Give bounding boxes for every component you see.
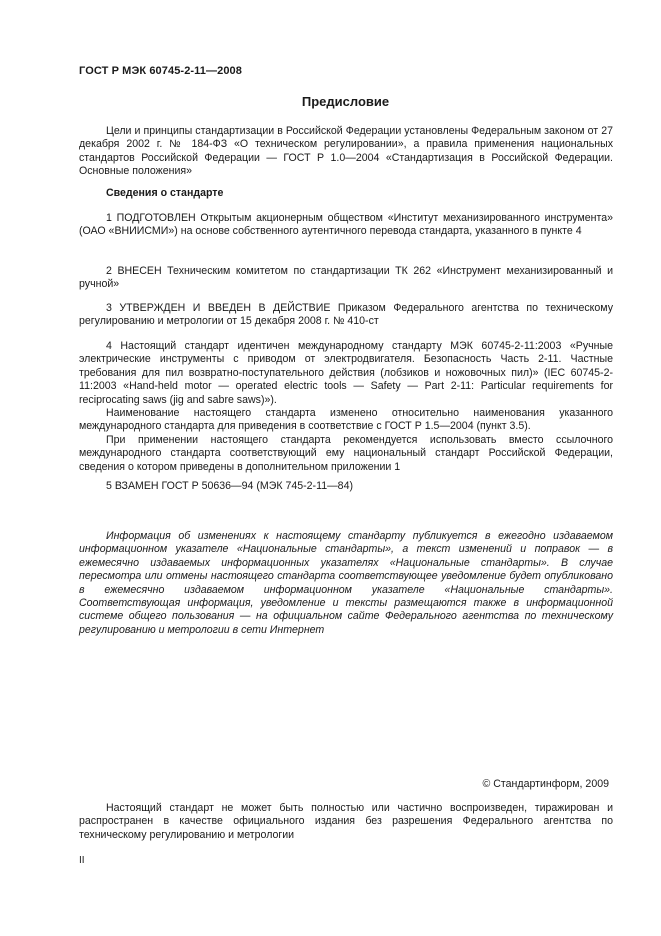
item-4-paragraph-2: Наименование настоящего стандарта изменено относительно наименования указанного международного стандарта для приведения в соответствие с ГОСТ Р 1.5—2004 (пункт 3.5). [79,407,613,433]
section-heading: Сведения о стандарте [106,187,224,199]
intro-text: Цели и принципы стандартизации в Российской Федерации установлены Федеральным законом от 27 декабря 2002 г. № 184-ФЗ «О техническом регулировании», а правила применения национальных стандартов Российской Федерации — ГОСТ Р 1.0—2004 «Стандартизация в Российской Федерации. Основные положения» [79,125,613,178]
copyright: © Стандартинформ, 2009 [482,778,609,790]
item-5 [79,480,613,493]
item-2-text: 2 ВНЕСЕН Техническим комитетом по стандартизации ТК 262 «Инструмент механизированный и ручной» [79,265,613,291]
intro-paragraph [79,125,613,179]
item-4 [79,340,613,474]
info-note [79,530,613,637]
info-note-text: Информация об изменениях к настоящему стандарту публикуется в ежегодно издаваемом информационном указателе «Национальные стандарты», а текст изменений и поправок — в ежемесячно издаваемых информационных указателях «Национальные стандарты». В случае пересмотра или отмены настоящего стандарта соответствующее уведомление будет опубликовано в ежемесячно издаваемом информационном указателе «Национальные стандарты». Соответствующая информация, уведомление и тексты размещаются также в информационной системе общего пользования — на официальном сайте Федерального агентства по техническому регулированию и метрологии в сети Интернет [79,530,613,636]
item-1-text: 1 ПОДГОТОВЛЕН Открытым акционерным обществом «Институт механизированного инструмента» (ОАО «ВНИИСМИ») на основе собственного аутентичного перевода стандарта, указанного в пункте 4 [79,212,613,238]
item-4-text: 4 Настоящий стандарт идентичен международному стандарту МЭК 60745-2-11:2003 «Ручные электрические инструменты с приводом от электродвигателя. Безопасность Часть 2-11. Частные требования для пил возвратно-поступательного действия (лобзиков и ножовочных пил)» (IEC 60745-2-11:2003 «Hand-held motor — operated electric tools — Safety — Part 2-11: Particular requirements for reciprocating saws (jig and sabre saws)»). [79,340,613,406]
document-header: ГОСТ Р МЭК 60745-2-11—2008 [79,65,242,77]
page-title: Предисловие [301,94,390,109]
item-1 [79,212,613,239]
footer-note-text: Настоящий стандарт не может быть полностью или частично воспроизведен, тиражирован и распространен в качестве официального издания без разрешения Федерального агентства по техническому регулированию и метрологии [79,802,613,841]
item-3 [79,302,613,329]
footer-note [79,802,613,842]
item-3-text: 3 УТВЕРЖДЕН И ВВЕДЕН В ДЕЙСТВИЕ Приказом Федерального агентства по техническому регулированию и метрологии от 15 декабря 2008 г. № 410-ст [79,302,613,328]
item-4-paragraph-3: При применении настоящего стандарта рекомендуется использовать вместо ссылочного международного стандарта соответствующий ему национальный стандарт Российской Федерации, сведения о котором приведены в дополнительном приложении 1 [79,433,613,473]
item-2 [79,265,613,292]
item-5-text: 5 ВЗАМЕН ГОСТ Р 50636—94 (МЭК 745-2-11—84) [106,480,353,492]
page-number: II [79,855,85,866]
